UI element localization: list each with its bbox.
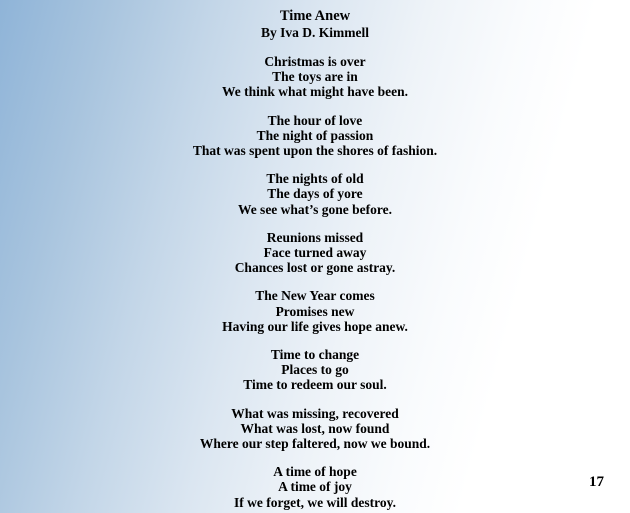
stanza-spacer (0, 334, 630, 347)
stanza-spacer (0, 451, 630, 464)
poem-title: Time Anew (279, 8, 351, 24)
stanza (0, 406, 630, 452)
stanza-spacer (0, 217, 630, 230)
stanza-spacer (0, 158, 630, 171)
poem-line: The days of yore (267, 186, 363, 202)
stanza (0, 464, 630, 510)
poem-line: Having our life gives hope anew. (222, 318, 408, 334)
stanza (0, 230, 630, 276)
poem-line: Christmas is over (264, 54, 366, 69)
poem-line: A time of hope (273, 464, 357, 480)
poem-line: A time of joy (278, 479, 352, 495)
poem-line: We see what’s gone before. (237, 201, 393, 217)
stanza-spacer (0, 41, 630, 54)
stanza (0, 113, 630, 159)
stanza (0, 288, 630, 334)
stanza-spacer (0, 100, 630, 113)
poem-line: Places to go (281, 362, 349, 378)
poem-line: Reunions missed (266, 229, 364, 245)
stanza-spacer (0, 275, 630, 288)
poem-line: The New Year comes (255, 288, 375, 304)
poem-line: What was lost, now found (240, 420, 390, 436)
poem-line: The nights of old (266, 171, 364, 187)
poem-line: Promises new (275, 303, 355, 319)
poem-line: Chances lost or gone astray. (234, 260, 396, 276)
poem-line: Face turned away (263, 245, 367, 261)
poem-line: If we forget, we will destroy. (233, 494, 397, 510)
stanza (0, 54, 630, 100)
poem-line: Time to change (270, 347, 360, 363)
poem-line: The toys are in (272, 69, 358, 85)
poem-line: Time to redeem our soul. (243, 377, 387, 393)
page-number: 17 (589, 474, 604, 490)
poem-line: The night of passion (256, 127, 374, 143)
poem-line: Where our step faltered, now we bound. (199, 436, 431, 452)
stanza (0, 347, 630, 393)
poem-byline: By Iva D. Kimmell (261, 25, 369, 40)
stanza (0, 171, 630, 217)
stanza-spacer (0, 393, 630, 406)
poem-line: The hour of love (267, 112, 363, 128)
poem-line: We think what might have been. (221, 84, 409, 100)
poem-line: That was spent upon the shores of fashion. (192, 143, 438, 159)
poem-body (0, 8, 630, 510)
poem-line: What was missing, recovered (231, 405, 399, 421)
